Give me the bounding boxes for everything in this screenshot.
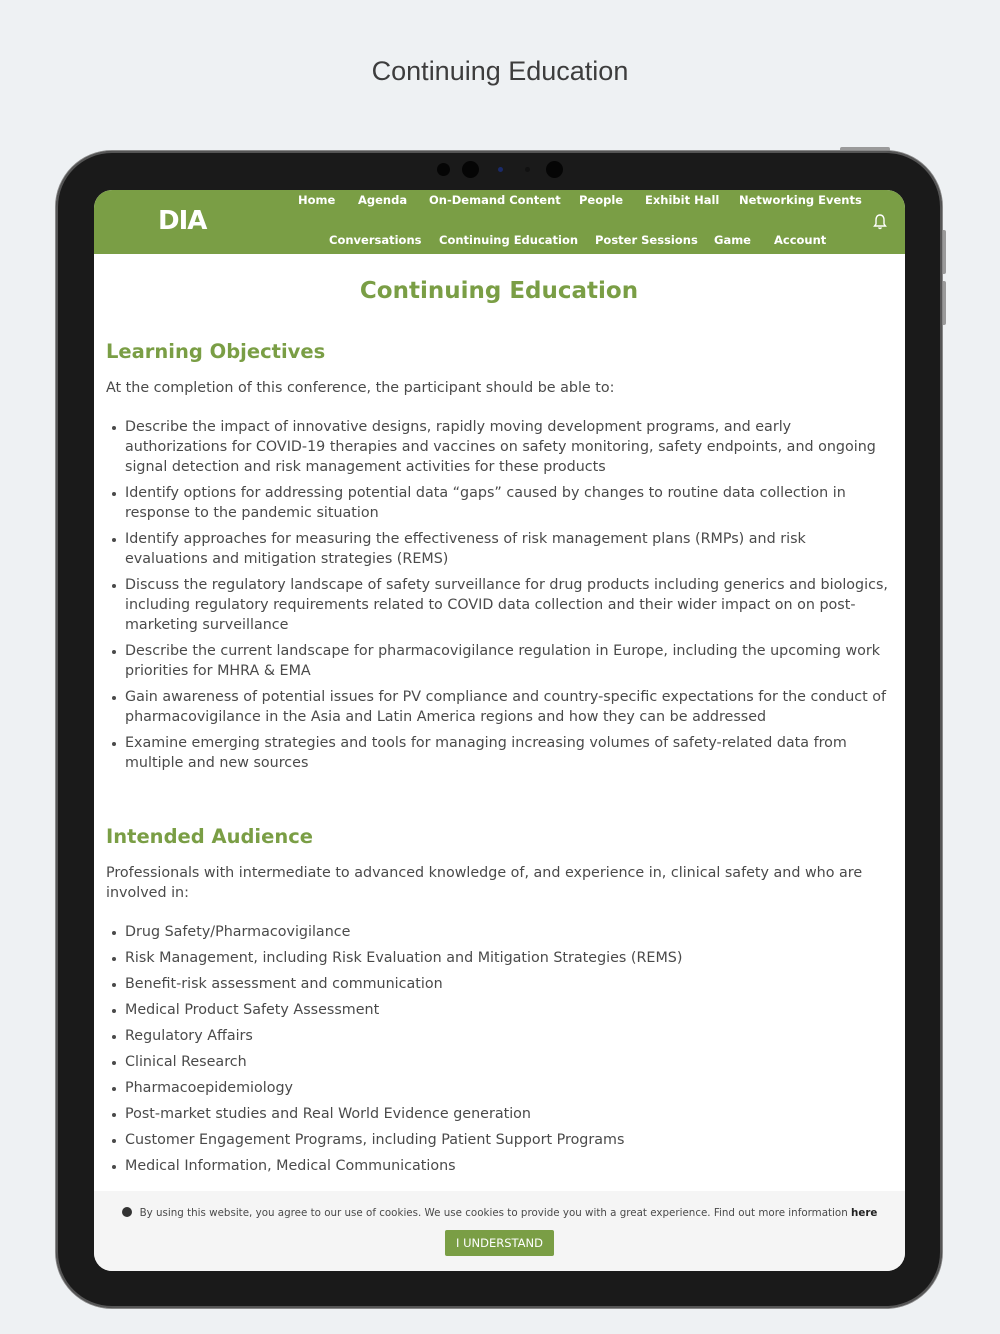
camera-icon [546,161,563,178]
list-item: Describe the current landscape for pharmacovigilance regulation in Europe, including the upcoming work priorities for MHRA & EMA [106,641,892,681]
top-navigation [94,190,905,254]
intended-audience-heading: Intended Audience [106,825,314,848]
list-item: Risk Management, including Risk Evaluation and Mitigation Strategies (REMS) [106,948,892,968]
list-item: Describe the impact of innovative designs, rapidly moving development programs, and early authorizations for COVID-19 therapies and vaccines on safety monitoring, safety endpoints, and ongoing signal detection and risk management activities for these products [106,417,892,477]
page-caption: Continuing Education [371,56,629,86]
cookie-icon [122,1207,132,1217]
app-screen [94,190,905,1271]
list-item: Regulatory Affairs [106,1026,892,1046]
list-item: Discuss the regulatory landscape of safety surveillance for drug products including generics and biologics, including regulatory requirements related to COVID data collection and their wider impact on on post-marketing surveillance [106,575,892,635]
nav-on-demand-content[interactable]: On-Demand Content [429,193,561,207]
camera-icon [525,167,530,172]
cookie-more-info-link[interactable]: here [851,1207,878,1219]
list-item: Examine emerging strategies and tools for managing increasing volumes of safety-related data from multiple and new sources [106,733,892,773]
camera-icon [437,163,450,176]
nav-poster-sessions[interactable]: Poster Sessions [595,233,698,247]
list-item: Gain awareness of potential issues for PV compliance and country-specific expectations for the conduct of pharmacovigilance in the Asia and Latin America regions and how they can be addressed [106,687,892,727]
nav-agenda[interactable]: Agenda [358,193,408,207]
nav-conversations[interactable]: Conversations [329,233,422,247]
nav-networking-events[interactable]: Networking Events [739,193,862,207]
audience-list [106,922,892,1182]
list-item: Identify options for addressing potential data “gaps” caused by changes to routine data collection in response to the pandemic situation [106,483,892,523]
cookie-text: By using this website, you agree to our use of cookies. We use cookies to provide you with a great experience. Find out more information [139,1207,848,1219]
list-item: Drug Safety/Pharmacovigilance [106,922,892,942]
nav-people[interactable]: People [579,193,624,207]
list-item: Clinical Research [106,1052,892,1072]
bell-icon[interactable] [872,213,888,231]
nav-game[interactable]: Game [714,233,751,247]
camera-icon [462,161,479,178]
list-item: Post-market studies and Real World Evidence generation [106,1104,892,1124]
list-item: Benefit-risk assessment and communication [106,974,892,994]
list-item: Identify approaches for measuring the effectiveness of risk management plans (RMPs) and risk evaluations and mitigation strategies (REMS) [106,529,892,569]
list-item: Pharmacoepidemiology [106,1078,892,1098]
list-item: Medical Information, Medical Communications [106,1156,892,1176]
nav-account[interactable]: Account [774,233,827,247]
camera-icon [498,167,503,172]
learning-objectives-list [106,417,892,779]
list-item: Customer Engagement Programs, including Patient Support Programs [106,1130,892,1150]
i-understand-button[interactable]: I UNDERSTAND [445,1230,554,1256]
nav-continuing-education[interactable]: Continuing Education [439,233,579,247]
cookie-message [94,1207,905,1219]
nav-exhibit-hall[interactable]: Exhibit Hall [645,193,720,207]
dia-logo[interactable]: DIA [158,206,207,236]
learning-objectives-heading: Learning Objectives [106,340,326,363]
page-title: Continuing Education [359,278,639,304]
list-item: Medical Product Safety Assessment [106,1000,892,1020]
audience-intro: Professionals with intermediate to advanced knowledge of, and experience in, clinical safety and who are involved in: [106,865,863,901]
learning-intro: At the completion of this conference, the participant should be able to: [106,380,615,396]
cookie-banner [94,1191,905,1271]
nav-home[interactable]: Home [298,193,336,207]
